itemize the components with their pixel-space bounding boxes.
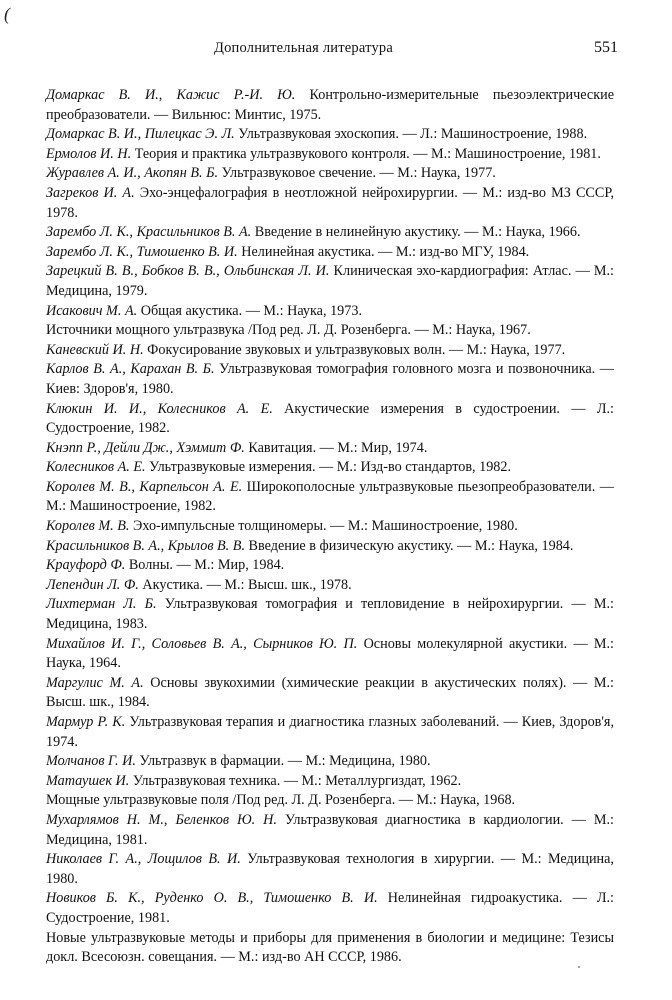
bibliography-entry: [46, 889, 614, 928]
bibliography-entry: [46, 576, 614, 596]
bibliography-entry: [46, 752, 614, 772]
bibliography-entry: [46, 713, 614, 752]
entry-authors: Королев М. В.: [46, 518, 130, 535]
entry-authors: Ермолов И. Н.: [46, 145, 132, 162]
entry-text: Фокусирование звуковых и ультразвуковых волн. — М.: Наука, 1977.: [143, 341, 566, 358]
entry-text: Ультразвуковые измерения. — М.: Изд-во стандартов, 1982.: [145, 459, 512, 476]
bibliography-entry: [46, 537, 614, 557]
entry-authors: Домаркас В. И., Кажис Р.-И. Ю.: [46, 87, 296, 103]
bibliography-entry: [46, 341, 614, 361]
entry-authors: Лепендин Л. Ф.: [46, 576, 139, 593]
entry-text: Ультразвуковое свечение. — М.: Наука, 1977.: [218, 165, 496, 182]
bibliography-entry: [46, 184, 614, 223]
entry-text: Введение в нелинейную акустику. — М.: Наука, 1966.: [251, 224, 581, 241]
entry-text: Эхо-энцефалография в неотложной нейрохирургии. — М.: изд-во МЗ СССР, 1978.: [46, 184, 615, 221]
bibliography-entry: [46, 595, 614, 634]
entry-authors: Колесников А. Е.: [46, 459, 146, 476]
bibliography-entry: [46, 517, 614, 537]
entry-text: Теория и практика ультразвукового контроля. — М.: Машиностроение, 1981.: [131, 145, 601, 162]
entry-authors: Молчанов Г. И.: [46, 753, 136, 770]
entry-authors: Зарембо Л. К., Красильников В. А.: [46, 224, 252, 241]
entry-text: Кавитация. — М.: Мир, 1974.: [244, 439, 428, 456]
entry-text: Новые ультразвуковые методы и приборы для применения в биологии и медицине: Тезисы докл. Всесоюзн. совещания. — М.: изд-во АН СССР, 1986.: [46, 929, 614, 966]
entry-text: Ультразвуковая томография головного мозга и позвоночника. — Киев: Здоров'я, 1980.: [46, 361, 614, 397]
entry-authors: Мухарлямов Н. М., Беленков Ю. Н.: [46, 811, 277, 828]
entry-authors: Домаркас В. И., Пилецкас Э. Л.: [46, 126, 235, 143]
scan-speck: [578, 966, 580, 968]
entry-text: Нелинейная акустика. — М.: изд-во МГУ, 1984.: [237, 243, 530, 260]
entry-authors: Карлов В. А., Карахан В. Б.: [46, 361, 215, 378]
bibliography-entry: [46, 400, 614, 439]
entry-authors: Новиков Б. К., Руденко О. В., Тимошенко В. И.: [46, 890, 378, 907]
bibliography-entry: [46, 164, 614, 184]
entry-text: Ультразвуковая технология в хирургии. — М.: Медицина, 1980.: [46, 851, 614, 887]
bibliography-entry: [46, 360, 614, 399]
bibliography-entry: [46, 145, 614, 165]
entry-authors: Кнэпп Р., Дейли Дж., Хэммит Ф.: [46, 439, 245, 456]
entry-authors: Николаев Г. А., Лощилов В. И.: [46, 851, 241, 868]
entry-text: Контрольно-измерительные пьезоэлектрические преобразователи. — Вильнюс: Минтис, 1975.: [46, 87, 614, 123]
entry-text: Мощные ультразвуковые поля /Под ред. Л. Д. Розенберга. — М.: Наука, 1968.: [46, 792, 516, 809]
entry-authors: Михайлов И. Г., Соловьев В. А., Сырников Ю. П.: [46, 635, 358, 652]
bibliography-entry: [46, 674, 614, 713]
entry-text: Широкополосные ультразвуковые пьезопреобразователи. — М.: Машиностроение, 1982.: [46, 478, 614, 515]
entry-text: Волны. — М.: Мир, 1984.: [125, 557, 285, 574]
entry-text: Основы молекулярной акустики. — М.: Наука, 1964.: [46, 635, 615, 672]
entry-text: Акустические измерения в судостроении. — Л.: Судостроение, 1982.: [46, 400, 614, 437]
entry-text: Ультразвуковая терапия и диагностика глазных заболеваний. — Киев, Здоров'я, 1974.: [46, 714, 614, 750]
entry-text: Акустика. — М.: Высш. шк., 1978.: [138, 576, 352, 593]
entry-authors: Журавлев А. И., Акопян В. Б.: [46, 165, 219, 182]
entry-authors: Крауфорд Ф.: [46, 557, 126, 574]
bibliography-entry: [46, 321, 614, 341]
entry-authors: Мармур Р. К.: [46, 714, 126, 730]
bibliography-entry: [46, 478, 614, 517]
bibliography-entry: [46, 302, 614, 322]
entry-authors: Красильников В. А., Крылов В. В.: [46, 537, 245, 554]
entry-text: Ультразвуковая техника. — М.: Металлургиздат, 1962.: [129, 772, 462, 789]
entry-text: Ультразвуковая томография и тепловидение в нейрохирургии. — М.: Медицина, 1983.: [46, 596, 614, 633]
bibliography-entry: [46, 86, 614, 125]
bibliography-entry: [46, 850, 614, 889]
bibliography-entry: [46, 556, 614, 576]
bibliography-entry: [46, 791, 614, 811]
bibliography-entry: [46, 439, 614, 459]
page-header: [0, 40, 672, 60]
entry-authors: Королев М. В., Карпельсон А. Е.: [46, 478, 243, 495]
bibliography-entry: [46, 929, 614, 968]
entry-text: Основы звукохимии (химические реакции в акустических полях). — М.: Высш. шк., 1984.: [46, 674, 614, 711]
entry-authors: Матаушек И.: [46, 772, 130, 789]
entry-text: Введение в физическую акустику. — М.: Наука, 1984.: [245, 537, 574, 554]
bibliography-entry: [46, 635, 614, 674]
entry-authors: Маргулис М. А.: [46, 674, 144, 691]
entry-authors: Зарецкий В. В., Бобков В. В., Ольбинская Л. И.: [46, 263, 330, 280]
entry-authors: Загреков И. А.: [46, 184, 135, 201]
entry-authors: Исакович М. А.: [46, 302, 138, 319]
running-title: Дополнительная литература: [214, 40, 393, 56]
entry-text: Общая акустика. — М.: Наука, 1973.: [137, 302, 362, 319]
entry-authors: Лихтерман Л. Б.: [46, 596, 157, 613]
entry-text: Источники мощного ультразвука /Под ред. Л. Д. Розенберга. — М.: Наука, 1967.: [46, 322, 531, 339]
page-number: 551: [594, 39, 618, 56]
entry-text: Ультразвуковая диагностика в кардиологии. — М.: Медицина, 1981.: [46, 811, 615, 848]
corner-mark: (: [4, 4, 10, 24]
entry-authors: Каневский И. Н.: [46, 341, 144, 358]
bibliography-entry: [46, 243, 614, 263]
bibliography-list: [46, 86, 614, 968]
bibliography-entry: [46, 772, 614, 792]
entry-text: Нелинейная гидроакустика. — Л.: Судостроение, 1981.: [46, 890, 614, 926]
entry-text: Клиническая эхо-кардиография: Атлас. — М.: Медицина, 1979.: [46, 263, 614, 299]
bibliography-entry: [46, 223, 614, 243]
entry-text: Ультразвук в фармации. — М.: Медицина, 1980.: [135, 753, 431, 770]
entry-text: Ультразвуковая эхоскопия. — Л.: Машиностроение, 1988.: [234, 126, 588, 143]
bibliography-entry: [46, 458, 614, 478]
entry-authors: Клюкин И. И., Колесников А. Е.: [46, 400, 273, 417]
bibliography-entry: [46, 811, 614, 850]
bibliography-entry: [46, 262, 614, 301]
bibliography-entry: [46, 125, 614, 145]
entry-text: Эхо-импульсные толщиномеры. — М.: Машиностроение, 1980.: [129, 518, 518, 535]
entry-authors: Зарембо Л. К., Тимошенко В. И.: [46, 243, 238, 260]
